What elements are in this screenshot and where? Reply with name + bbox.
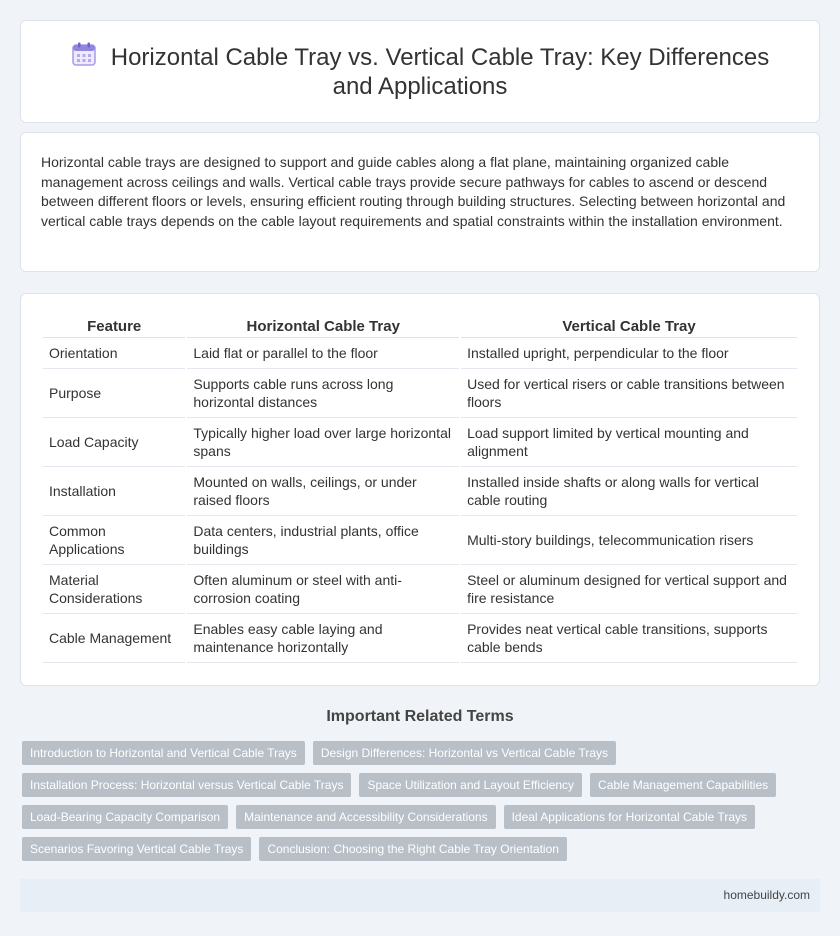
table-row <box>43 467 797 516</box>
table-row <box>43 565 797 614</box>
horizontal-cell: Supports cable runs across long horizontal distances <box>187 369 459 418</box>
calendar-icon <box>71 41 97 67</box>
page-title-text: Horizontal Cable Tray vs. Vertical Cable Tray: Key Differences and Applications <box>110 43 770 100</box>
intro-paragraph: Horizontal cable trays are designed to support and guide cables along a flat plane, maintaining organized cable management across ceilings and walls. Vertical cable trays provide secure pathways for cables to ascend or descend between different floors or levels, ensuring efficient routing through building structures. Selecting between horizontal and vertical cable trays depends on the cable layout requirements and spatial constraints within the installation environment. <box>41 154 786 229</box>
horizontal-cell: Data centers, industrial plants, office buildings <box>187 516 459 565</box>
vertical-cell: Steel or aluminum designed for vertical support and fire resistance <box>461 565 797 614</box>
feature-cell: Purpose <box>43 369 185 418</box>
vertical-cell: Provides neat vertical cable transitions, supports cable bends <box>461 614 797 663</box>
horizontal-cell: Often aluminum or steel with anti-corrosion coating <box>187 565 459 614</box>
vertical-cell: Installed upright, perpendicular to the floor <box>461 338 797 369</box>
feature-cell: Orientation <box>43 338 185 369</box>
vertical-cell: Used for vertical risers or cable transitions between floors <box>461 369 797 418</box>
feature-cell: Cable Management <box>43 614 185 663</box>
feature-cell: Material Considerations <box>43 565 185 614</box>
related-term-tag[interactable]: Scenarios Favoring Vertical Cable Trays <box>22 837 251 861</box>
page-title <box>61 43 779 101</box>
table-row <box>43 338 797 369</box>
related-term-tag[interactable]: Cable Management Capabilities <box>590 773 776 797</box>
comparison-table-card <box>20 293 820 686</box>
related-terms-list <box>22 741 818 869</box>
header-horizontal: Horizontal Cable Tray <box>187 314 459 338</box>
related-term-tag[interactable]: Design Differences: Horizontal vs Vertical Cable Trays <box>313 741 616 765</box>
horizontal-cell: Enables easy cable laying and maintenance horizontally <box>187 614 459 663</box>
feature-cell: Load Capacity <box>43 418 185 467</box>
feature-cell: Common Applications <box>43 516 185 565</box>
header-feature: Feature <box>43 314 185 338</box>
footer-site-link[interactable]: homebuildy.com <box>723 888 810 902</box>
related-term-tag[interactable]: Maintenance and Accessibility Considerations <box>236 805 495 829</box>
footer <box>20 879 820 912</box>
feature-cell: Installation <box>43 467 185 516</box>
related-term-tag[interactable]: Installation Process: Horizontal versus Vertical Cable Trays <box>22 773 351 797</box>
vertical-cell: Load support limited by vertical mounting and alignment <box>461 418 797 467</box>
table-row <box>43 614 797 663</box>
header <box>61 43 779 101</box>
horizontal-cell: Mounted on walls, ceilings, or under raised floors <box>187 467 459 516</box>
header-vertical: Vertical Cable Tray <box>461 314 797 338</box>
related-term-tag[interactable]: Load-Bearing Capacity Comparison <box>22 805 228 829</box>
table-header-row <box>43 314 797 338</box>
table-row <box>43 516 797 565</box>
header-card <box>20 20 820 123</box>
horizontal-cell: Typically higher load over large horizontal spans <box>187 418 459 467</box>
comparison-table <box>41 314 799 663</box>
related-term-tag[interactable]: Conclusion: Choosing the Right Cable Tray Orientation <box>259 837 567 861</box>
related-terms-title: Important Related Terms <box>326 708 514 725</box>
intro-card <box>20 132 820 272</box>
related-term-tag[interactable]: Ideal Applications for Horizontal Cable Trays <box>504 805 755 829</box>
vertical-cell: Multi-story buildings, telecommunication risers <box>461 516 797 565</box>
table-row <box>43 369 797 418</box>
vertical-cell: Installed inside shafts or along walls for vertical cable routing <box>461 467 797 516</box>
related-term-tag[interactable]: Introduction to Horizontal and Vertical Cable Trays <box>22 741 305 765</box>
table-row <box>43 418 797 467</box>
related-term-tag[interactable]: Space Utilization and Layout Efficiency <box>359 773 582 797</box>
horizontal-cell: Laid flat or parallel to the floor <box>187 338 459 369</box>
